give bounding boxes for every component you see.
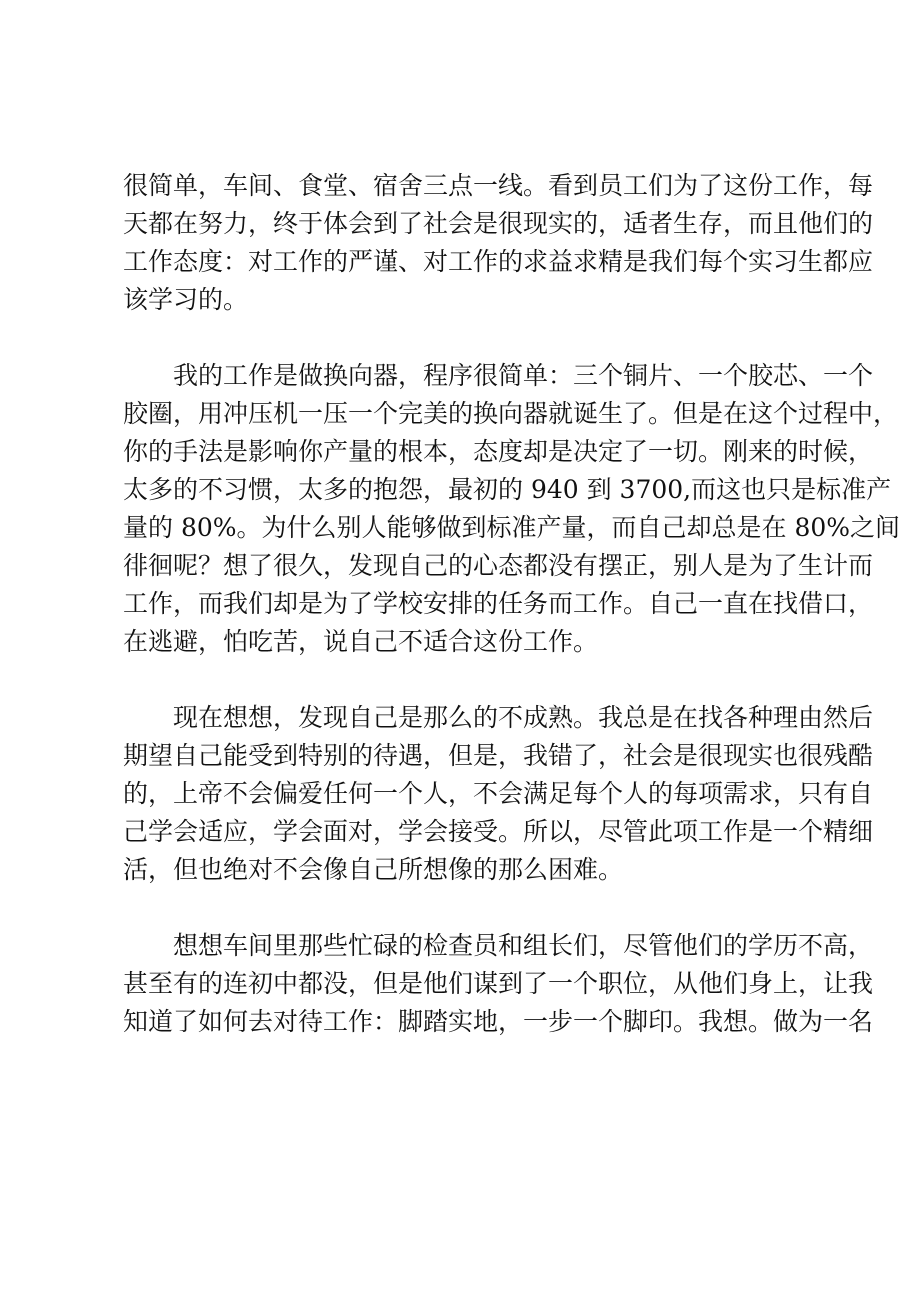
paragraph-gap xyxy=(123,661,823,699)
text-line: 期望自己能受到特别的待遇，但是，我错了，社会是很现实也很残酷 xyxy=(123,741,874,770)
text-line: 胶圈，用冲压机一压一个完美的换向器就诞生了。但是在这个过程中， xyxy=(123,399,899,428)
paragraph-gap xyxy=(123,889,823,927)
text-line: 的，上帝不会偏爱任何一个人，不会满足每个人的每项需求，只有自 xyxy=(123,779,874,808)
text-line: 知道了如何去对待工作：脚踏实地，一步一个脚印。我想。做为一名 xyxy=(123,1007,874,1036)
paragraph xyxy=(123,927,874,1041)
text-line: 该学习的。 xyxy=(123,285,249,314)
document-body xyxy=(123,167,901,1041)
text-line: 工作，而我们却是为了学校安排的任务而工作。自己一直在找借口， xyxy=(123,589,874,618)
text-line: 太多的不习惯，太多的抱怨，最初的 940 到 3700,而这也只是标准产 xyxy=(123,475,892,504)
text-line: 我的工作是做换向器，程序很简单：三个铜片、一个胶芯、一个 xyxy=(173,361,874,390)
text-line: 徘徊呢？想了很久，发现自己的心态都没有摆正，别人是为了生计而 xyxy=(123,551,874,580)
text-line: 甚至有的连初中都没，但是他们谋到了一个职位，从他们身上，让我 xyxy=(123,969,874,998)
text-line: 你的手法是影响你产量的根本，态度却是决定了一切。刚来的时候， xyxy=(123,437,874,466)
text-line: 工作态度：对工作的严谨、对工作的求益求精是我们每个实习生都应 xyxy=(123,247,874,276)
text-line: 很简单，车间、食堂、宿舍三点一线。看到员工们为了这份工作，每 xyxy=(123,171,874,200)
paragraph xyxy=(123,167,874,319)
text-line: 想想车间里那些忙碌的检查员和组长们，尽管他们的学历不高， xyxy=(173,931,874,960)
text-line: 己学会适应，学会面对，学会接受。所以，尽管此项工作是一个精细 xyxy=(123,817,874,846)
text-line: 活，但也绝对不会像自己所想像的那么困难。 xyxy=(123,855,624,884)
paragraph-gap xyxy=(123,319,823,357)
text-line: 量的 80%。为什么别人能够做到标准产量，而自己却总是在 80%之间 xyxy=(123,513,901,542)
paragraph xyxy=(123,357,901,661)
text-line: 天都在努力，终于体会到了社会是很现实的，适者生存，而且他们的 xyxy=(123,209,874,238)
text-line: 在逃避，怕吃苦，说自己不适合这份工作。 xyxy=(123,627,599,656)
paragraph xyxy=(123,699,874,889)
text-line: 现在想想，发现自己是那么的不成熟。我总是在找各种理由然后 xyxy=(173,703,874,732)
